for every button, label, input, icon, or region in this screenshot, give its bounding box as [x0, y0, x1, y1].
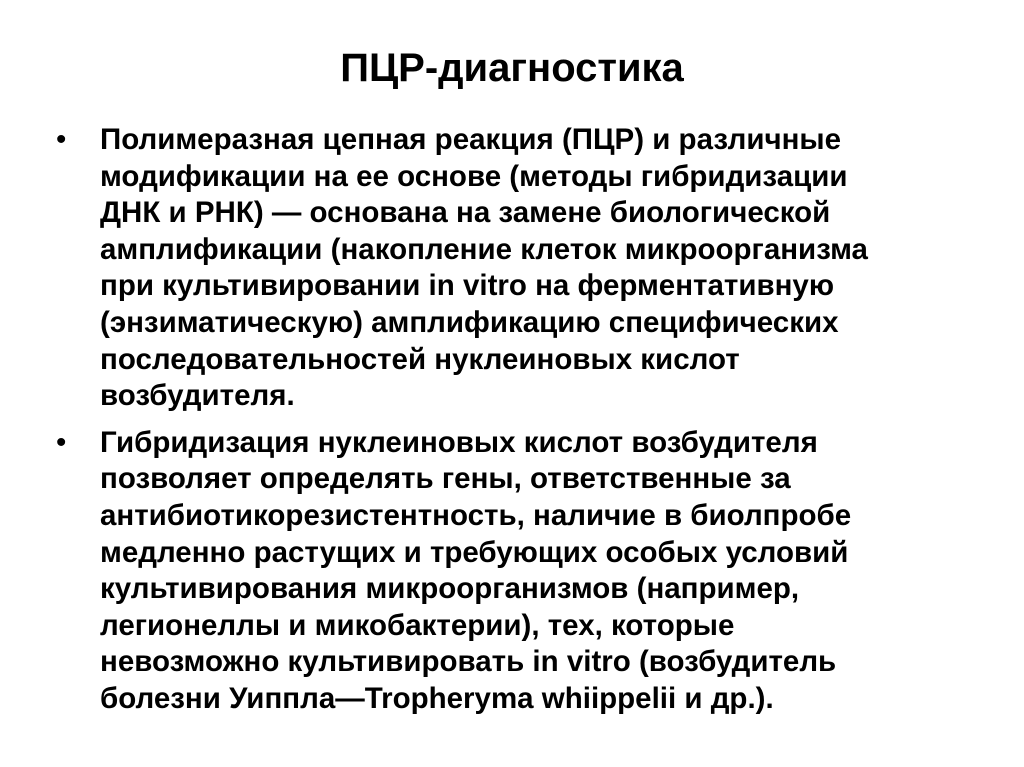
bullet-item-pcr — [56, 122, 1006, 415]
text-line: болезни Уиппла—Tropheryma whiippelii и др.). — [100, 681, 774, 715]
bullet-list — [56, 122, 1006, 728]
text-line: ДНК и РНК) — основана на замене биологической — [100, 196, 831, 230]
bullet-dot-icon: • — [56, 123, 67, 156]
text-line: Гибридизация нуклеиновых кислот возбудителя — [100, 425, 818, 459]
text-line: антибиотикорезистентность, наличие в биолпробе — [100, 498, 852, 532]
bullet-item-hybridization — [56, 425, 1006, 718]
text-line: при культивировании in vitro на ферментативную — [100, 269, 835, 303]
text-line: последовательностей нуклеиновых кислот — [100, 342, 740, 376]
text-line: Полимеразная цепная реакция (ПЦР) и различные — [100, 123, 842, 156]
text-line: культивирования микроорганизмов (например, — [100, 572, 800, 606]
bullet-dot-icon: • — [56, 425, 67, 459]
text-line: легионеллы и микобактерии), тех, которые — [100, 608, 735, 642]
text-line: (энзиматическую) амплификацию специфических — [100, 305, 839, 339]
text-line: амплификации (накопление клеток микроорганизма — [100, 232, 868, 266]
text-line: медленно растущих и требующих особых условий — [100, 535, 849, 569]
text-line: модификации на ее основе (методы гибридизации — [100, 159, 848, 193]
text-line: возбудителя. — [100, 379, 295, 413]
slide-title: ПЦР-диагностика — [340, 46, 684, 90]
text-line: невозможно культивировать in vitro (возбудитель — [100, 645, 837, 679]
text-line: позволяет определять гены, ответственные за — [100, 462, 791, 496]
